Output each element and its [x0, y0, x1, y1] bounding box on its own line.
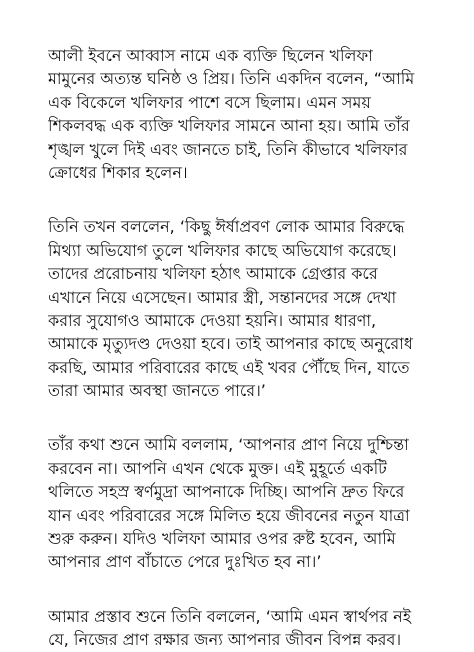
text-line: আপনার প্রাণ বাঁচাতে পেরে দুঃখিত হব না।’: [48, 552, 322, 572]
text-line: মামুনের অত্যন্ত ঘনিষ্ঠ ও প্রিয়। তিনি একদিন বলেন, “আমি: [48, 69, 415, 89]
text-line: শুরু করুন। যদিও খলিফা আমার ওপর রুষ্ট হবেন, আমি: [48, 529, 396, 549]
text-line: ক্রোধের শিকার হলেন।: [48, 162, 188, 182]
text-line: তাদের প্ররোচনায় খলিফা হঠাৎ আমাকে গ্রেপ্তার করে: [48, 264, 378, 284]
text-line: আমার প্রস্তাব শুনে তিনি বললেন, ‘আমি এমন স্বার্থপর নই: [48, 606, 412, 626]
text-line: শিকলবদ্ধ এক ব্যক্তি খলিফার সামনে আনা হয়। আমি তাঁর: [48, 116, 410, 136]
text-line: যে, নিজের প্রাণ রক্ষার জন্য আপনার জীবন বিপন্ন করব।: [48, 630, 402, 650]
text-line: থলিতে সহস্র স্বর্ণমুদ্রা আপনাকে দিচ্ছি। আপনি দ্রুত ফিরে: [48, 482, 405, 502]
text-line: তিনি তখন বললেন, ‘কিছু ঈর্ষাপ্রবণ লোক আমার বিরুদ্ধে: [48, 217, 405, 237]
text-line: করবেন না। আপনি এখন থেকে মুক্ত। এই মুহূর্তে একটি: [48, 458, 387, 478]
text-line: করছি, আমার পরিবারের কাছে এই খবর পৌঁছে দিন, যাতে: [48, 357, 410, 377]
paragraph-1: [48, 44, 446, 184]
text-line: এক বিকেলে খলিফার পাশে বসে ছিলাম। এমন সময়: [48, 92, 371, 112]
text-line: মিথ্যা অভিযোগ তুলে খলিফার কাছে অভিযোগ করেছে।: [48, 240, 397, 260]
paragraph-3: [48, 433, 446, 573]
text-line: আমাকে মৃত্যুদণ্ড দেওয়া হবে। তাই আপনার কাছে অনুরোধ: [48, 334, 413, 354]
paragraph-2: [48, 215, 446, 402]
text-line: এখানে নিয়ে এসেছেন। আমার স্ত্রী, সন্তানদের সঙ্গে দেখা: [48, 287, 397, 307]
text-line: তাঁর কথা শুনে আমি বললাম, ‘আপনার প্রাণ নিয়ে দুশ্চিন্তা: [48, 435, 409, 455]
text-line: তারা আমার অবস্থা জানতে পারে।’: [48, 381, 266, 401]
text-line: করার সুযোগও আমাকে দেওয়া হয়নি। আমার ধারণা,: [48, 310, 377, 330]
paragraph-4: [48, 605, 446, 652]
text-line: শৃঙ্খল খুলে দিই এবং জানতে চাই, তিনি কীভাবে খলিফার: [48, 139, 408, 159]
text-line: আলী ইবনে আব্বাস নামে এক ব্যক্তি ছিলেন খলিফা: [48, 46, 373, 65]
text-line: যান এবং পরিবারের সঙ্গে মিলিত হয়ে জীবনের নতুন যাত্রা: [48, 505, 410, 525]
